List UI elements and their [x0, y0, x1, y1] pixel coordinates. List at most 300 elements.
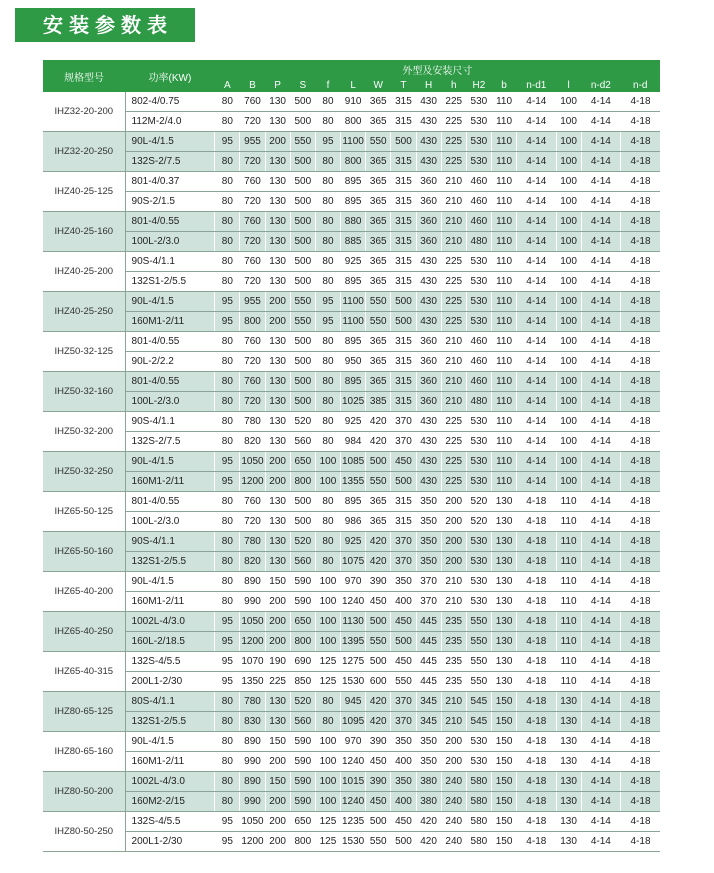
value-cell: 4-14	[517, 212, 556, 232]
value-cell: 80	[215, 592, 240, 612]
value-cell: 986	[341, 512, 366, 532]
value-cell: 315	[391, 272, 416, 292]
value-cell: 550	[290, 132, 315, 152]
value-cell: 95	[215, 452, 240, 472]
value-cell: 365	[366, 172, 391, 192]
value-cell: 500	[366, 812, 391, 832]
value-cell: 4-14	[581, 772, 620, 792]
value-cell: 4-14	[581, 252, 620, 272]
value-cell: 530	[466, 272, 491, 292]
value-cell: 4-14	[581, 112, 620, 132]
value-cell: 520	[466, 512, 491, 532]
power-cell: 1002L-4/3.0	[125, 772, 215, 792]
value-cell: 110	[491, 352, 516, 372]
value-cell: 200	[265, 832, 290, 852]
value-cell: 130	[556, 692, 581, 712]
value-cell: 110	[491, 312, 516, 332]
table-row	[43, 332, 660, 352]
table-row	[43, 752, 660, 772]
value-cell: 130	[556, 752, 581, 772]
value-cell: 550	[290, 312, 315, 332]
header-col: f	[315, 78, 340, 92]
value-cell: 150	[491, 792, 516, 812]
header-col: A	[215, 78, 240, 92]
value-cell: 830	[240, 712, 265, 732]
value-cell: 445	[416, 632, 441, 652]
value-cell: 360	[416, 372, 441, 392]
value-cell: 80	[215, 192, 240, 212]
value-cell: 4-18	[621, 252, 660, 272]
value-cell: 500	[290, 372, 315, 392]
value-cell: 80	[315, 252, 340, 272]
value-cell: 4-18	[517, 592, 556, 612]
value-cell: 4-14	[517, 252, 556, 272]
value-cell: 500	[290, 112, 315, 132]
table-row	[43, 192, 660, 212]
power-cell: 100L-2/3.0	[125, 392, 215, 412]
value-cell: 4-18	[621, 412, 660, 432]
value-cell: 4-18	[517, 612, 556, 632]
value-cell: 4-14	[517, 192, 556, 212]
value-cell: 150	[491, 732, 516, 752]
value-cell: 895	[341, 172, 366, 192]
value-cell: 955	[240, 292, 265, 312]
value-cell: 590	[290, 752, 315, 772]
value-cell: 315	[391, 492, 416, 512]
table-row	[43, 452, 660, 472]
value-cell: 210	[441, 572, 466, 592]
value-cell: 110	[556, 552, 581, 572]
value-cell: 130	[265, 152, 290, 172]
value-cell: 350	[416, 752, 441, 772]
value-cell: 110	[491, 132, 516, 152]
model-cell: IHZ80-50-250	[43, 812, 125, 852]
value-cell: 500	[290, 352, 315, 372]
value-cell: 430	[416, 252, 441, 272]
value-cell: 100	[556, 432, 581, 452]
value-cell: 80	[215, 112, 240, 132]
value-cell: 110	[491, 432, 516, 452]
value-cell: 955	[240, 132, 265, 152]
value-cell: 100	[556, 132, 581, 152]
value-cell: 760	[240, 172, 265, 192]
value-cell: 200	[441, 732, 466, 752]
value-cell: 315	[391, 92, 416, 112]
table-row	[43, 772, 660, 792]
value-cell: 200	[265, 452, 290, 472]
value-cell: 110	[491, 112, 516, 132]
header-col: W	[366, 78, 391, 92]
value-cell: 385	[366, 392, 391, 412]
value-cell: 100	[556, 292, 581, 312]
value-cell: 110	[491, 292, 516, 312]
table-row	[43, 812, 660, 832]
value-cell: 4-14	[517, 232, 556, 252]
value-cell: 4-14	[517, 372, 556, 392]
value-cell: 110	[491, 172, 516, 192]
model-cell: IHZ50-32-250	[43, 452, 125, 492]
value-cell: 500	[290, 272, 315, 292]
value-cell: 210	[441, 352, 466, 372]
value-cell: 190	[265, 652, 290, 672]
value-cell: 800	[341, 152, 366, 172]
value-cell: 80	[215, 772, 240, 792]
value-cell: 590	[290, 732, 315, 752]
value-cell: 1015	[341, 772, 366, 792]
value-cell: 445	[416, 672, 441, 692]
value-cell: 130	[491, 612, 516, 632]
value-cell: 95	[215, 652, 240, 672]
value-cell: 4-14	[517, 272, 556, 292]
value-cell: 130	[265, 212, 290, 232]
value-cell: 4-18	[517, 712, 556, 732]
value-cell: 365	[366, 232, 391, 252]
value-cell: 4-18	[621, 792, 660, 812]
value-cell: 590	[290, 592, 315, 612]
value-cell: 925	[341, 252, 366, 272]
value-cell: 590	[290, 572, 315, 592]
model-cell: IHZ80-50-200	[43, 772, 125, 812]
value-cell: 365	[366, 112, 391, 132]
value-cell: 100	[556, 192, 581, 212]
value-cell: 560	[290, 432, 315, 452]
value-cell: 780	[240, 692, 265, 712]
value-cell: 350	[416, 492, 441, 512]
table-row	[43, 712, 660, 732]
value-cell: 240	[441, 812, 466, 832]
value-cell: 235	[441, 612, 466, 632]
value-cell: 800	[290, 832, 315, 852]
value-cell: 225	[441, 252, 466, 272]
value-cell: 4-18	[621, 592, 660, 612]
value-cell: 80	[315, 112, 340, 132]
value-cell: 970	[341, 732, 366, 752]
value-cell: 945	[341, 692, 366, 712]
value-cell: 100	[556, 152, 581, 172]
value-cell: 1350	[240, 672, 265, 692]
value-cell: 4-18	[621, 712, 660, 732]
value-cell: 110	[491, 392, 516, 412]
value-cell: 4-18	[517, 552, 556, 572]
value-cell: 4-14	[517, 292, 556, 312]
power-cell: 90S-4/1.1	[125, 532, 215, 552]
value-cell: 430	[416, 112, 441, 132]
power-cell: 160L-2/18.5	[125, 632, 215, 652]
value-cell: 110	[491, 412, 516, 432]
value-cell: 200	[265, 132, 290, 152]
value-cell: 480	[466, 392, 491, 412]
header-col: B	[240, 78, 265, 92]
value-cell: 4-14	[581, 832, 620, 852]
value-cell: 4-18	[621, 472, 660, 492]
value-cell: 80	[315, 352, 340, 372]
value-cell: 4-18	[621, 92, 660, 112]
value-cell: 820	[240, 552, 265, 572]
value-cell: 780	[240, 532, 265, 552]
value-cell: 365	[366, 372, 391, 392]
value-cell: 110	[556, 572, 581, 592]
value-cell: 4-18	[621, 292, 660, 312]
value-cell: 880	[341, 212, 366, 232]
value-cell: 80	[315, 552, 340, 572]
value-cell: 110	[556, 532, 581, 552]
value-cell: 240	[441, 792, 466, 812]
model-cell: IHZ50-32-160	[43, 372, 125, 412]
value-cell: 365	[366, 512, 391, 532]
value-cell: 4-18	[621, 172, 660, 192]
value-cell: 130	[491, 552, 516, 572]
value-cell: 4-14	[581, 572, 620, 592]
value-cell: 800	[341, 112, 366, 132]
value-cell: 80	[215, 272, 240, 292]
table-row	[43, 432, 660, 452]
value-cell: 130	[265, 412, 290, 432]
value-cell: 200	[265, 472, 290, 492]
power-cell: 132S-2/7.5	[125, 432, 215, 452]
value-cell: 545	[466, 712, 491, 732]
power-cell: 801-4/0.55	[125, 372, 215, 392]
value-cell: 4-18	[621, 152, 660, 172]
value-cell: 550	[366, 292, 391, 312]
value-cell: 210	[441, 232, 466, 252]
value-cell: 4-18	[621, 392, 660, 412]
value-cell: 130	[265, 692, 290, 712]
value-cell: 95	[215, 292, 240, 312]
value-cell: 500	[290, 252, 315, 272]
value-cell: 4-14	[581, 272, 620, 292]
value-cell: 130	[265, 332, 290, 352]
value-cell: 130	[265, 352, 290, 372]
value-cell: 200	[265, 292, 290, 312]
value-cell: 210	[441, 172, 466, 192]
value-cell: 210	[441, 192, 466, 212]
model-cell: IHZ32-20-250	[43, 132, 125, 172]
value-cell: 760	[240, 92, 265, 112]
value-cell: 225	[441, 432, 466, 452]
value-cell: 4-18	[621, 492, 660, 512]
value-cell: 130	[491, 592, 516, 612]
value-cell: 315	[391, 232, 416, 252]
value-cell: 4-14	[581, 732, 620, 752]
value-cell: 820	[240, 432, 265, 452]
value-cell: 110	[491, 192, 516, 212]
value-cell: 225	[441, 452, 466, 472]
value-cell: 80	[215, 152, 240, 172]
value-cell: 1100	[341, 312, 366, 332]
value-cell: 4-18	[621, 732, 660, 752]
value-cell: 500	[290, 512, 315, 532]
value-cell: 130	[556, 792, 581, 812]
value-cell: 4-18	[621, 352, 660, 372]
value-cell: 315	[391, 252, 416, 272]
value-cell: 500	[366, 612, 391, 632]
table-row	[43, 412, 660, 432]
value-cell: 125	[315, 832, 340, 852]
value-cell: 130	[265, 532, 290, 552]
value-cell: 895	[341, 332, 366, 352]
power-cell: 160M1-2/11	[125, 752, 215, 772]
value-cell: 1395	[341, 632, 366, 652]
header-col: T	[391, 78, 416, 92]
table-row	[43, 632, 660, 652]
model-cell: IHZ40-25-200	[43, 252, 125, 292]
value-cell: 4-14	[581, 152, 620, 172]
value-cell: 4-18	[621, 132, 660, 152]
value-cell: 1085	[341, 452, 366, 472]
value-cell: 1050	[240, 452, 265, 472]
value-cell: 130	[265, 492, 290, 512]
table-row	[43, 312, 660, 332]
value-cell: 800	[290, 632, 315, 652]
value-cell: 4-14	[517, 92, 556, 112]
value-cell: 80	[215, 492, 240, 512]
value-cell: 760	[240, 212, 265, 232]
header-power: 功率(KW)	[125, 60, 215, 92]
table-row	[43, 472, 660, 492]
value-cell: 420	[366, 712, 391, 732]
value-cell: 80	[315, 172, 340, 192]
value-cell: 430	[416, 152, 441, 172]
value-cell: 550	[466, 632, 491, 652]
header-col: b	[491, 78, 516, 92]
value-cell: 560	[290, 712, 315, 732]
value-cell: 925	[341, 532, 366, 552]
value-cell: 365	[366, 272, 391, 292]
value-cell: 100	[556, 472, 581, 492]
value-cell: 80	[315, 532, 340, 552]
value-cell: 580	[466, 772, 491, 792]
model-cell: IHZ65-40-315	[43, 652, 125, 692]
value-cell: 4-18	[517, 832, 556, 852]
value-cell: 4-14	[581, 132, 620, 152]
value-cell: 110	[491, 92, 516, 112]
value-cell: 530	[466, 92, 491, 112]
value-cell: 850	[290, 672, 315, 692]
value-cell: 235	[441, 632, 466, 652]
value-cell: 1100	[341, 132, 366, 152]
value-cell: 890	[240, 772, 265, 792]
value-cell: 130	[265, 712, 290, 732]
value-cell: 130	[491, 652, 516, 672]
value-cell: 150	[265, 572, 290, 592]
value-cell: 150	[491, 692, 516, 712]
value-cell: 350	[391, 572, 416, 592]
header-col: n-d2	[581, 78, 620, 92]
value-cell: 130	[265, 112, 290, 132]
value-cell: 80	[215, 512, 240, 532]
value-cell: 225	[441, 112, 466, 132]
table-row	[43, 612, 660, 632]
value-cell: 550	[366, 632, 391, 652]
value-cell: 200	[441, 512, 466, 532]
value-cell: 130	[265, 172, 290, 192]
value-cell: 550	[366, 312, 391, 332]
value-cell: 80	[315, 432, 340, 452]
table-row	[43, 272, 660, 292]
value-cell: 225	[441, 92, 466, 112]
value-cell: 130	[265, 252, 290, 272]
header-col: S	[290, 78, 315, 92]
value-cell: 4-14	[517, 352, 556, 372]
value-cell: 430	[416, 412, 441, 432]
value-cell: 100	[556, 112, 581, 132]
value-cell: 110	[556, 612, 581, 632]
value-cell: 315	[391, 112, 416, 132]
value-cell: 720	[240, 272, 265, 292]
value-cell: 430	[416, 452, 441, 472]
value-cell: 580	[466, 812, 491, 832]
table-row	[43, 792, 660, 812]
value-cell: 4-18	[621, 212, 660, 232]
table-header	[43, 60, 660, 92]
value-cell: 4-14	[581, 512, 620, 532]
value-cell: 500	[391, 132, 416, 152]
value-cell: 150	[265, 772, 290, 792]
power-cell: 801-4/0.55	[125, 492, 215, 512]
value-cell: 450	[391, 812, 416, 832]
value-cell: 130	[265, 552, 290, 572]
value-cell: 100	[315, 592, 340, 612]
value-cell: 130	[556, 712, 581, 732]
value-cell: 530	[466, 152, 491, 172]
value-cell: 100	[315, 572, 340, 592]
value-cell: 720	[240, 392, 265, 412]
value-cell: 210	[441, 212, 466, 232]
value-cell: 950	[341, 352, 366, 372]
value-cell: 100	[556, 232, 581, 252]
value-cell: 200	[265, 632, 290, 652]
table-row	[43, 132, 660, 152]
value-cell: 500	[290, 232, 315, 252]
value-cell: 1200	[240, 832, 265, 852]
value-cell: 4-14	[581, 452, 620, 472]
value-cell: 530	[466, 732, 491, 752]
value-cell: 4-18	[621, 832, 660, 852]
value-cell: 1025	[341, 392, 366, 412]
value-cell: 4-18	[621, 632, 660, 652]
value-cell: 100	[556, 392, 581, 412]
value-cell: 4-18	[621, 512, 660, 532]
power-cell: 80S-4/1.1	[125, 692, 215, 712]
value-cell: 80	[315, 512, 340, 532]
value-cell: 800	[290, 472, 315, 492]
table-row	[43, 492, 660, 512]
value-cell: 150	[491, 712, 516, 732]
value-cell: 370	[391, 412, 416, 432]
value-cell: 365	[366, 192, 391, 212]
value-cell: 210	[441, 592, 466, 612]
value-cell: 110	[491, 252, 516, 272]
value-cell: 4-14	[581, 552, 620, 572]
power-cell: 160M1-2/11	[125, 312, 215, 332]
value-cell: 130	[491, 492, 516, 512]
table-row	[43, 672, 660, 692]
value-cell: 4-18	[621, 372, 660, 392]
value-cell: 720	[240, 192, 265, 212]
value-cell: 4-18	[517, 752, 556, 772]
value-cell: 110	[491, 332, 516, 352]
power-cell: 200L1-2/30	[125, 672, 215, 692]
value-cell: 4-18	[621, 432, 660, 452]
table-row	[43, 352, 660, 372]
value-cell: 240	[441, 832, 466, 852]
value-cell: 800	[240, 312, 265, 332]
value-cell: 520	[290, 532, 315, 552]
value-cell: 130	[265, 92, 290, 112]
value-cell: 80	[315, 212, 340, 232]
value-cell: 110	[491, 232, 516, 252]
value-cell: 100	[556, 312, 581, 332]
